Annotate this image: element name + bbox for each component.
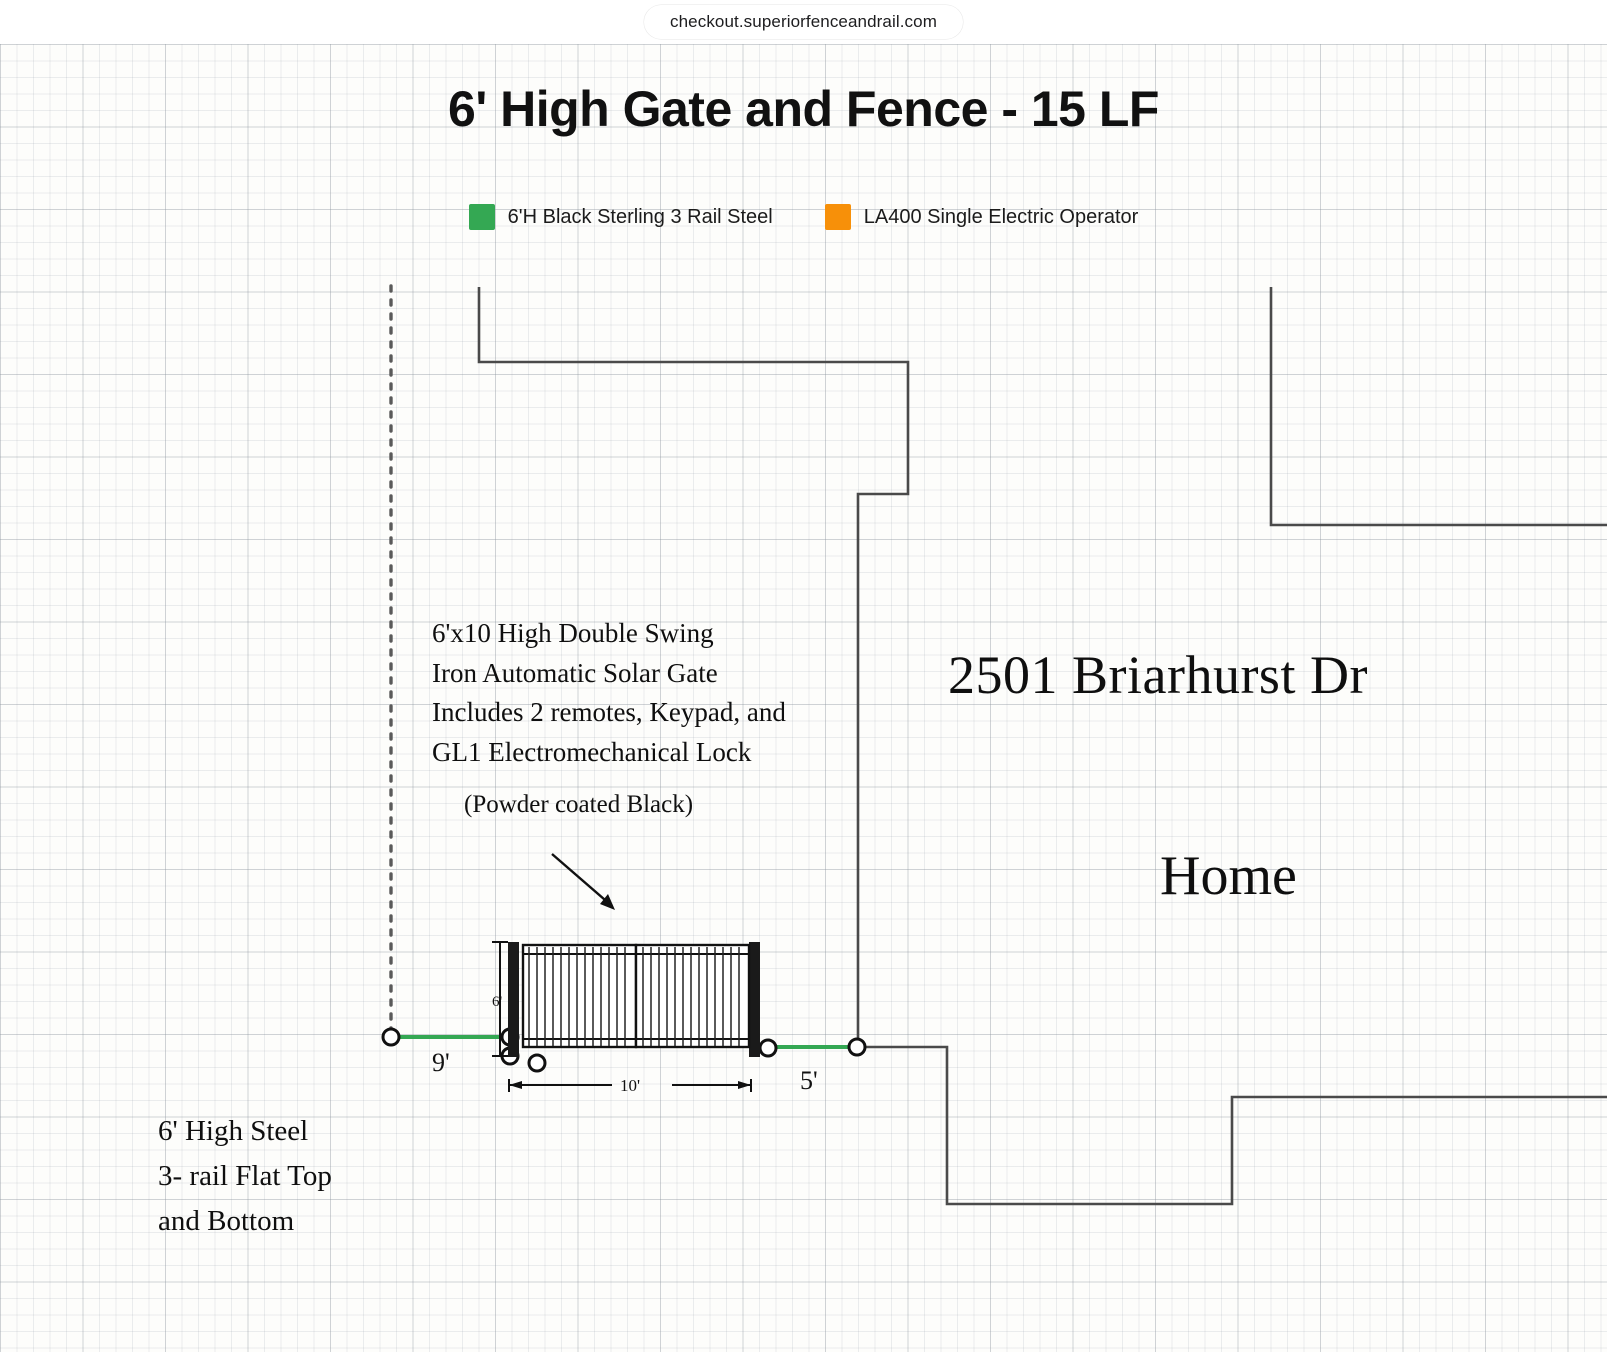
browser-url-bar <box>0 0 1607 44</box>
node-right-terminus[interactable] <box>849 1039 865 1055</box>
address-label: 2501 Briarhurst Dr <box>948 645 1368 705</box>
diagram-canvas[interactable] <box>0 44 1607 1352</box>
gate-note-block <box>432 614 882 824</box>
node-left-terminus[interactable] <box>383 1029 399 1045</box>
fence-note-line-2: 3- rail Flat Top <box>158 1159 332 1192</box>
dimension-label-gate-width: 10' <box>620 1076 641 1095</box>
node-gate-hinge[interactable] <box>529 1055 545 1071</box>
dimension-label-right-run: 5' <box>800 1066 818 1095</box>
legend-label-operator: LA400 Single Electric Operator <box>863 205 1139 228</box>
gate-note-line-2: Iron Automatic Solar Gate <box>432 657 718 688</box>
gate-leaf-right <box>636 945 749 1047</box>
gate-note-line-4: GL1 Electromechanical Lock <box>432 737 752 768</box>
gate-note-line-3: Includes 2 remotes, Keypad, and <box>432 697 786 728</box>
home-label: Home <box>1160 845 1297 907</box>
fence-note-line-3: and Bottom <box>158 1204 295 1237</box>
gate-post-left <box>508 942 519 1057</box>
legend-label-fence: 6'H Black Sterling 3 Rail Steel <box>507 205 773 228</box>
gate-note-line-1: 6'x10 High Double Swing <box>432 618 714 648</box>
node-gate-post-right[interactable] <box>760 1040 776 1056</box>
gate-leaf-left <box>523 945 636 1047</box>
fence-note-block <box>158 1109 332 1244</box>
callout-arrow <box>552 854 615 910</box>
dimension-label-left-run: 9' <box>432 1048 450 1077</box>
gate-note-powder-coat: (Powder coated Black) <box>464 790 694 818</box>
page-title: 6' High Gate and Fence - 15 LF <box>448 81 1159 137</box>
gate-assembly <box>508 942 760 1057</box>
fence-note-line-1: 6' High Steel <box>158 1115 309 1147</box>
url-text[interactable]: checkout.superiorfenceandrail.com <box>644 5 963 39</box>
gate-post-right <box>749 942 760 1057</box>
dimension-label-gate-height: 6' <box>492 994 503 1010</box>
